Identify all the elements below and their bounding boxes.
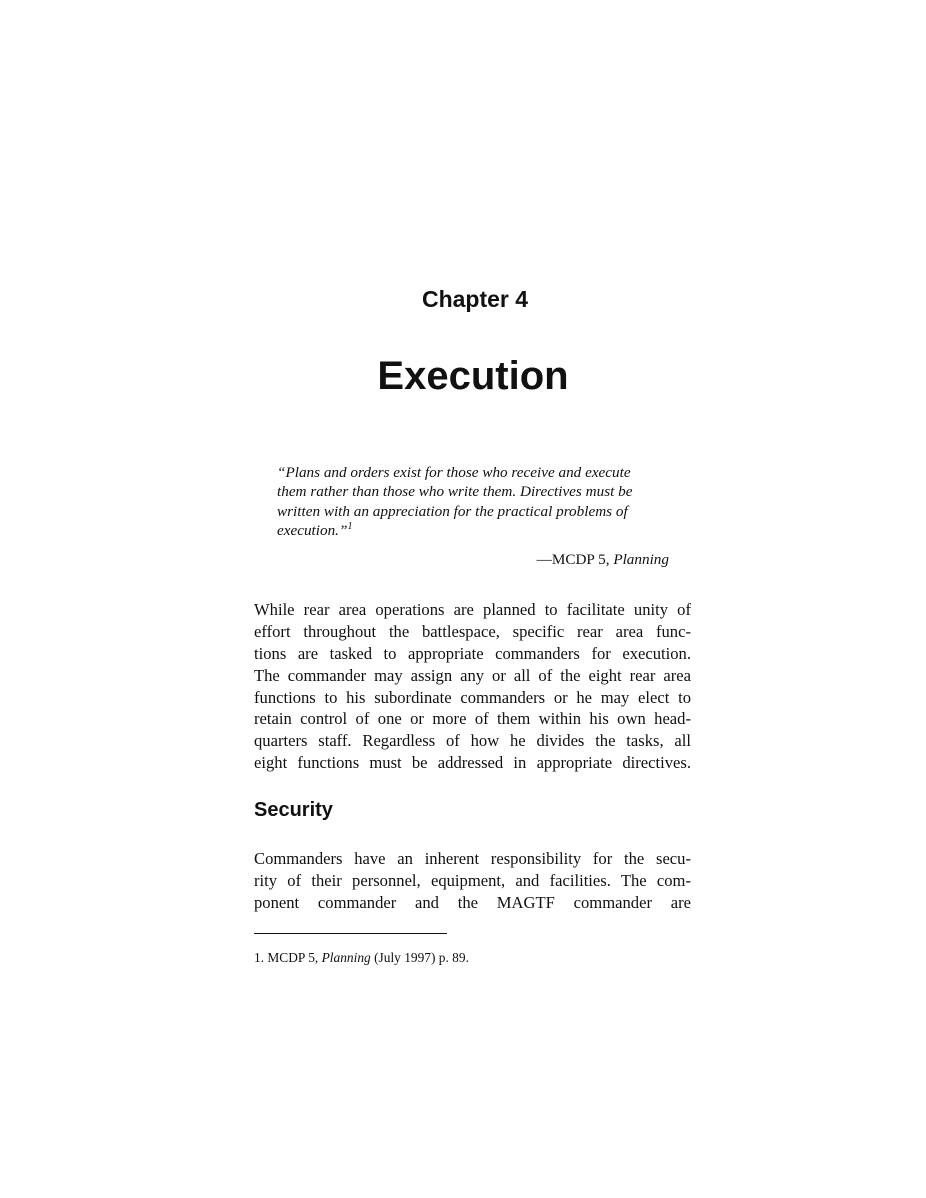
text-line: ponent commander and the MAGTF commander are: [254, 892, 691, 912]
body-paragraph-2: [254, 848, 691, 914]
text-line: tions are tasked to appropriate commanders for execution.: [254, 643, 691, 663]
body-paragraph-1: [254, 599, 691, 774]
text-line: rity of their personnel, equipment, and facilities. The com-: [254, 870, 691, 890]
text-line: Commanders have an inherent responsibility for the secu-: [254, 849, 691, 868]
text-line: functions to his subordinate commanders or he may elect to: [254, 687, 691, 707]
text-line: eight functions must be addressed in appropriate directives.: [254, 753, 691, 773]
text-line: quarters staff. Regardless of how he divides the tasks, all: [254, 731, 691, 751]
text-line: While rear area operations are planned to facilitate unity of: [254, 600, 691, 619]
footnote-prefix: 1. MCDP 5,: [254, 950, 319, 965]
epigraph-line-last: [277, 521, 669, 540]
footnote-divider: [254, 933, 447, 934]
chapter-title: Execution: [377, 354, 569, 398]
attribution-work: Planning: [613, 551, 669, 568]
footnote-work: Planning: [321, 950, 371, 965]
chapter-label: Chapter 4: [421, 286, 529, 312]
epigraph-quote: [277, 463, 669, 540]
epigraph-line: them rather than those who write them. Directives must be: [277, 483, 633, 501]
epigraph-line: written with an appreciation for the practical problems of: [277, 502, 628, 520]
text-line: retain control of one or more of them within his own head-: [254, 709, 691, 729]
footnote: [254, 949, 469, 967]
footnote-marker: 1: [347, 520, 353, 532]
text-line: The commander may assign any or all of the eight rear area: [254, 665, 691, 685]
footnote-suffix: (July 1997) p. 89.: [374, 950, 469, 965]
section-heading: Security: [254, 799, 333, 821]
epigraph-attribution: [277, 550, 669, 570]
epigraph-line: “Plans and orders exist for those who receive and execute: [277, 464, 631, 481]
text-line: effort throughout the battlespace, specific rear area func-: [254, 621, 691, 641]
epigraph-line-text: execution.”: [277, 521, 348, 539]
attribution-source: —MCDP 5,: [536, 551, 610, 568]
